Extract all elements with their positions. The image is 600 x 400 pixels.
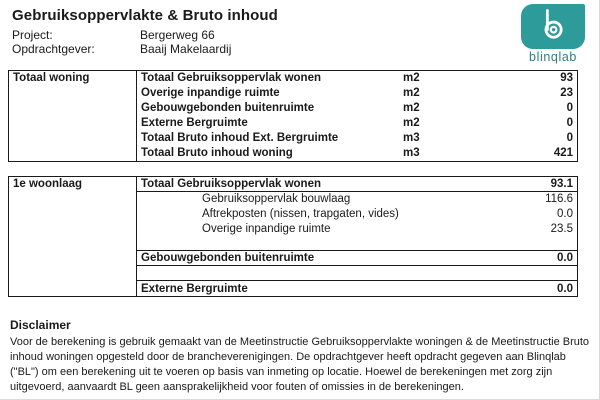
- table-row: [137, 222, 577, 237]
- disclaimer-heading: Disclaimer: [10, 318, 71, 332]
- floor-table-group-label: 1e woonlaag: [9, 177, 137, 296]
- table-row: [137, 281, 577, 296]
- table-row: [137, 101, 577, 116]
- table-spacer-row: [137, 237, 577, 252]
- row-label: Totaal Gebruiksoppervlak wonen: [141, 177, 321, 190]
- row-label: Gebouwgebonden buitenruimte: [141, 102, 315, 115]
- meta-row-client: [12, 42, 231, 56]
- client-value: Baaij Makelaardij: [140, 42, 232, 56]
- row-label: Overige inpandige ruimte: [202, 223, 331, 236]
- disclaimer-text: Voor de berekening is gebruik gemaakt van de Meetinstructie Gebruiksoppervlakte woningen & de Meetinstructie Bruto inhoud woningen opgesteld door de brancheverenigingen. De opdrachtgever heeft opdracht gegeven aan Blinqlab ("BL") om een berekening uit te voeren op basis van inmeting op locatie. Hoewel de berekeningen met zorg zijn uitgevoerd, aanvaardt BL geen aansprakelijkheid voor fouten of omissies in de berekeningen.: [10, 336, 590, 393]
- table-row: [137, 116, 577, 131]
- row-label: Gebouwgebonden buitenruimte: [141, 252, 315, 265]
- row-label: Totaal Bruto inhoud Ext. Bergruimte: [141, 132, 339, 144]
- row-unit: m2: [403, 117, 420, 130]
- row-value: 93.1: [550, 177, 573, 190]
- b-swirl-icon: [536, 6, 570, 47]
- row-value: 0: [566, 102, 573, 115]
- table-row: [137, 71, 577, 86]
- row-label: Externe Bergruimte: [141, 282, 248, 295]
- page-title: Gebruiksoppervlakte & Bruto inhoud: [12, 7, 278, 24]
- floor-table-body: [137, 177, 577, 296]
- blinqlab-logo: [520, 4, 586, 64]
- summary-table-body: [137, 71, 577, 161]
- row-label: Overige inpandige ruimte: [141, 87, 280, 100]
- row-unit: m3: [403, 132, 420, 144]
- row-label: Externe Bergruimte: [141, 117, 248, 130]
- row-label: Gebruiksoppervlak bouwlaag: [202, 193, 351, 206]
- table-row: [137, 251, 577, 266]
- table-row: [137, 192, 577, 207]
- row-unit: m3: [403, 146, 420, 159]
- row-value: 93: [560, 72, 573, 85]
- table-row: [137, 177, 577, 192]
- disclaimer-section: [10, 318, 595, 395]
- row-label: Aftrekposten (nissen, trapgaten, vides): [202, 208, 399, 221]
- logo-square: [521, 4, 585, 49]
- table-spacer-row: [137, 266, 577, 281]
- row-value: 0: [566, 117, 573, 130]
- row-label: Totaal Gebruiksoppervlak wonen: [141, 72, 321, 85]
- row-value: 23: [560, 87, 573, 100]
- client-label: Opdrachtgever:: [12, 42, 95, 56]
- row-value: 0.0: [557, 252, 573, 265]
- meta-row-project: [12, 28, 231, 42]
- row-unit: m2: [403, 87, 420, 100]
- row-unit: m2: [403, 102, 420, 115]
- row-value: 0.0: [557, 282, 573, 295]
- row-label: Totaal Bruto inhoud woning: [141, 146, 293, 159]
- summary-table: [8, 70, 578, 162]
- floor-table: [8, 176, 578, 297]
- table-row: [137, 131, 577, 146]
- row-value: 421: [553, 146, 573, 159]
- summary-table-group-label: Totaal woning: [9, 71, 137, 161]
- row-value: 116.6: [545, 193, 573, 206]
- table-row: [137, 145, 577, 160]
- row-unit: m2: [403, 72, 420, 85]
- row-value: 23.5: [550, 223, 573, 236]
- table-row: [137, 207, 577, 222]
- row-value: 0: [566, 132, 573, 144]
- project-label: Project:: [12, 28, 53, 42]
- table-row: [137, 86, 577, 101]
- project-meta: [12, 28, 231, 56]
- project-value: Bergerweg 66: [140, 28, 215, 42]
- row-value: 0.0: [557, 208, 573, 221]
- logo-wordmark: blinqlab: [529, 50, 577, 64]
